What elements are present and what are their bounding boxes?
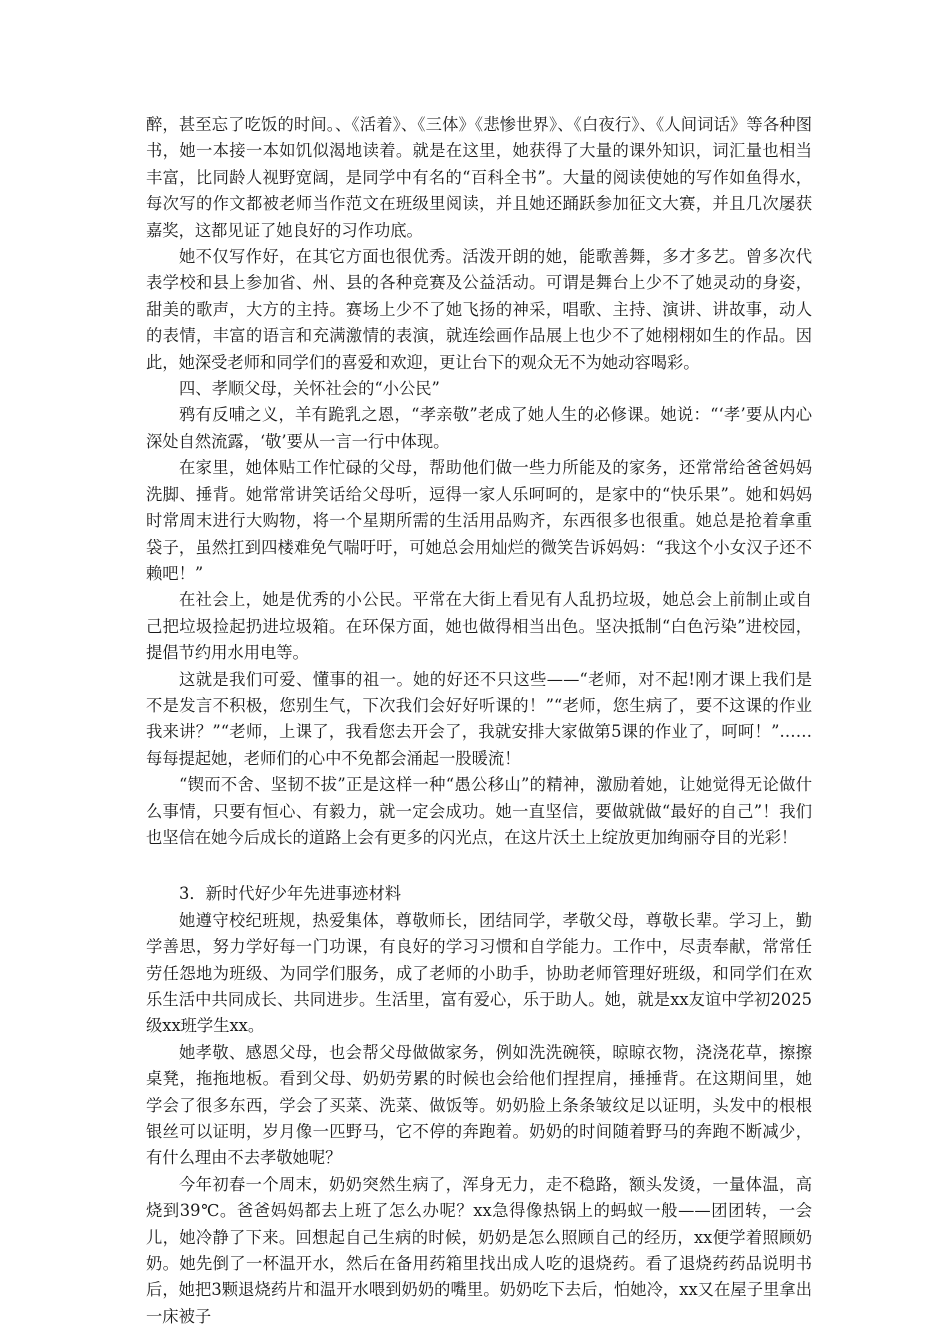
document-page (146, 112, 812, 1330)
paragraph-profile: 她遵守校纪班规，热爱集体，尊敬师长，团结同学，孝敬父母，尊敬长辈。学习上，勤学善思，努力学好每一门功课，有良好的学习习惯和自学能力。工作中，尽责奉献，常常任劳任怨地为班级、为同学们服务，成了老师的小助手，协助老师管理好班级，和同学们在欢乐生活中共同成长、共同进步。生活里，富有爱心，乐于助人。她，就是xx友谊中学初2025级xx班学生xx。 (146, 910, 812, 1036)
paragraph-grandma-sick: 今年初春一个周末，奶奶突然生病了，浑身无力，走不稳路，额头发烫，一量体温，高烧到39℃。爸爸妈妈都去上班了怎么办呢？xx急得像热锅上的蚂蚁一般——团团转，一会儿，她冷静了下来。回想起自己生病的时候，奶奶是怎么照顾自己的经历，xx便学着照顾奶奶。她先倒了一杯温开水，然后在备用药箱里找出成人吃的退烧药。看了退烧药药品说明书后，她把3颗退烧药片和温开水喂到奶奶的嘴里。奶奶吃下去后，怕她冷，xx又在屋子里拿出一床被子 (146, 1174, 812, 1326)
paragraph-reading: 醉，甚至忘了吃饭的时间。、《活着》、《三体》《悲惨世界》、《白夜行》、《人间词话》等各种图书，她一本接一本如饥似渴地读着。就是在这里，她获得了大量的课外知识，词汇量也相当丰富，比同龄人视野宽阔，是同学中有名的“百科全书”。大量的阅读使她的写作如鱼得水，每次写的作文都被老师当作范文在班级里阅读，并且她还踊跃参加征文大赛，并且几次屡获嘉奖，这都见证了她良好的习作功底。 (146, 115, 812, 240)
section-spacer (146, 851, 812, 881)
paragraph-in-society: 在社会上，她是优秀的小公民。平常在大街上看见有人乱扔垃圾，她总会上前制止或自己把垃圾捡起扔进垃圾箱。在环保方面，她也做得相当出色。坚决抵制“白色污染”进校园，提倡节约用水用电等。 (146, 590, 812, 663)
section-title: 3．新时代好少年先进事迹材料 (179, 884, 402, 904)
paragraph-filial-intro: 鸦有反哺之义，羊有跪乳之恩，“孝亲敬”老成了她人生的必修课。她说：“‘孝’要从内心深处自然流露，‘敬’要从一言一行中体现。 (146, 405, 812, 451)
section-heading-filial: 四、孝顺父母，关怀社会的“小公民” (179, 379, 440, 399)
paragraph-talents: 她不仅写作好，在其它方面也很优秀。活泼开朗的她，能歌善舞，多才多艺。曾多次代表学校和县上参加省、州、县的各种竞赛及公益活动。可谓是舞台上少不了她灵动的身姿，甜美的歌声，大方的主持。赛场上少不了她飞扬的神采，唱歌、主持、演讲、讲故事，动人的表情，丰富的语言和充满激情的表演，就连绘画作品展上也少不了她栩栩如生的作品。因此，她深受老师和同学们的喜爱和欢迎，更让台下的观众无不为她动容喝彩。 (146, 247, 812, 372)
paragraph-housework: 她孝敬、感恩父母，也会帮父母做做家务，例如洗洗碗筷，晾晾衣物，浇浇花草，擦擦桌凳，拖拖地板。看到父母、奶奶劳累的时候也会给他们捏捏肩，捶捶背。在这期间里，她学会了很多东西，学会了买菜、洗菜、做饭等。奶奶脸上条条皱纹足以证明，头发中的根根银丝可以证明，岁月像一匹野马，它不停的奔跑着。奶奶的时间随着野马的奔跑不断减少，有什么理由不去孝敬她呢？ (146, 1042, 812, 1168)
paragraph-at-home: 在家里，她体贴工作忙碌的父母，帮助他们做一些力所能及的家务，还常常给爸爸妈妈洗脚、捶背。她常常讲笑话给父母听，逗得一家人乐呵呵的，是家中的“快乐果”。她和妈妈时常周末进行大购物，将一个星期所需的生活用品购齐，东西很多也很重。她总是抢着拿重袋子，虽然扛到四楼难免气喘吁吁，可她总会用灿烂的微笑告诉妈妈：“我这个小女汉子还不赖吧！” (146, 458, 812, 583)
paragraph-teachers: 这就是我们可爱、懂事的祖一。她的好还不只这些——“老师，对不起!刚才课上我们是不是发言不积极，您别生气，下次我们会好好听课的！”“老师，您生病了，要不这课的作业我来讲？”“老师，上课了，我看您去开会了，我就安排大家做第5课的作业了，呵呵！”……每每提起她，老师们的心中不免都会涌起一股暖流！ (146, 669, 812, 768)
paragraph-perseverance: “锲而不舍、坚韧不拔”正是这样一种“愚公移山”的精神，激励着她，让她觉得无论做什么事情，只要有恒心、有毅力，就一定会成功。她一直坚信，要做就做“最好的自己”！我们也坚信在她今后成长的道路上会有更多的闪光点，在这片沃土上绽放更加绚丽夺目的光彩！ (146, 775, 812, 847)
